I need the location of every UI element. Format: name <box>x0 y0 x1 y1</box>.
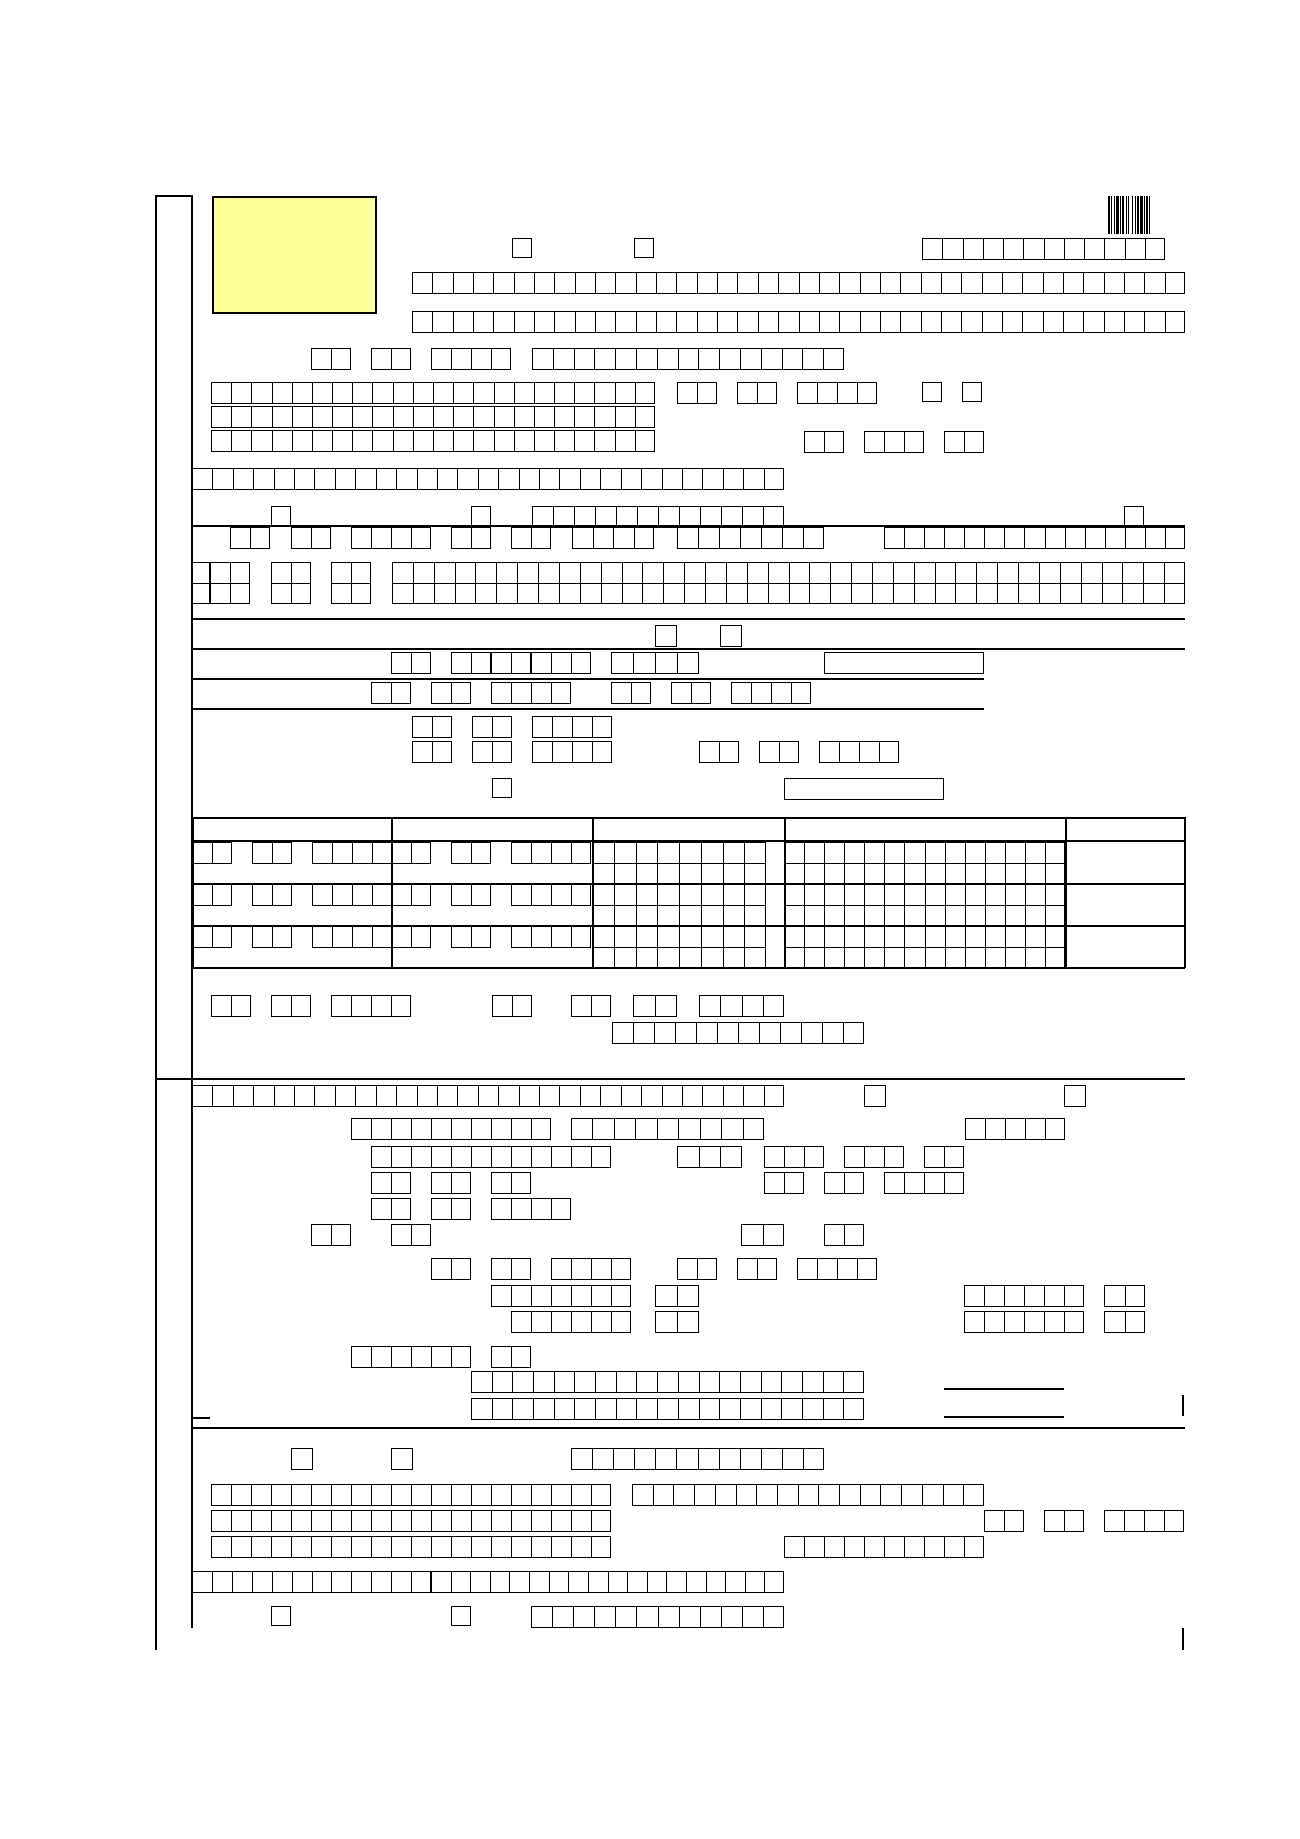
bottom-address-3[interactable] <box>211 1510 611 1532</box>
lower-date-month-field[interactable] <box>431 1198 471 1220</box>
frame-tick <box>155 1395 157 1416</box>
lower-checkbox-1[interactable] <box>864 1085 886 1107</box>
validity-to-month-field[interactable] <box>671 682 711 704</box>
birth-month-field[interactable] <box>371 348 411 370</box>
section-divider-major <box>155 1078 1185 1080</box>
bottom-code-field[interactable] <box>784 1536 984 1558</box>
row1-to-year-field[interactable] <box>511 842 591 864</box>
row1-amount-grid[interactable] <box>784 842 1065 884</box>
lower-field-28[interactable] <box>491 1346 531 1368</box>
bottom-address-2[interactable] <box>632 1484 984 1506</box>
row3-from-day-field[interactable] <box>192 926 232 948</box>
lower-field-7[interactable] <box>844 1146 904 1168</box>
validity-to-year-field[interactable] <box>731 682 811 704</box>
row3-code-grid[interactable] <box>592 926 766 968</box>
validity-to-day-field[interactable] <box>611 682 651 704</box>
event-2-month-field[interactable] <box>472 741 512 763</box>
bottom-checkbox-1[interactable] <box>291 1448 313 1470</box>
code-field-c[interactable] <box>944 431 984 453</box>
sub-field-3[interactable] <box>351 527 431 549</box>
row3-from-month-field[interactable] <box>252 926 292 948</box>
frame-left-lower-line <box>155 1418 157 1650</box>
short-tick <box>192 1417 210 1419</box>
lower-field-26[interactable] <box>1104 1311 1145 1333</box>
period-field-c[interactable] <box>611 652 699 674</box>
lower-field-24[interactable] <box>655 1311 699 1333</box>
lower-date-3-day-field[interactable] <box>677 1258 717 1280</box>
place-code-field[interactable] <box>492 995 532 1017</box>
lower-field-13[interactable] <box>824 1172 864 1194</box>
row3-to-month-field[interactable] <box>451 926 491 948</box>
address-field-line-2[interactable] <box>211 406 655 428</box>
lower-checkbox-2[interactable] <box>1064 1085 1086 1107</box>
birth-year-field[interactable] <box>431 348 511 370</box>
reference-number-field[interactable] <box>922 238 1165 260</box>
flag-checkbox-3[interactable] <box>1124 506 1144 526</box>
bottom-checkbox-3[interactable] <box>271 1606 291 1626</box>
issue-day-field[interactable] <box>677 382 717 404</box>
validity-from-year-field[interactable] <box>491 682 571 704</box>
lower-field-29[interactable] <box>471 1371 864 1393</box>
table-top-line <box>192 817 1185 819</box>
signature-day-field[interactable] <box>211 995 251 1017</box>
frame-left-line <box>155 195 157 1418</box>
barcode-icon <box>1108 196 1200 234</box>
matrix-field-long[interactable] <box>392 562 1185 604</box>
period-field-b[interactable] <box>551 652 591 674</box>
lower-field-10[interactable] <box>431 1172 471 1194</box>
lower-field-15[interactable] <box>311 1224 351 1246</box>
lower-field-22[interactable] <box>1104 1285 1145 1307</box>
address-field-line-1[interactable] <box>211 382 655 404</box>
bottom-date-year-field[interactable] <box>1104 1510 1184 1532</box>
row2-code-grid[interactable] <box>592 884 766 926</box>
period-field-a[interactable] <box>491 652 531 674</box>
lower-field-18[interactable] <box>824 1224 864 1246</box>
yes-checkbox[interactable] <box>655 625 677 647</box>
option-checkbox-a[interactable] <box>922 382 942 402</box>
row1-to-day-field[interactable] <box>391 842 431 864</box>
name-field-line-2[interactable] <box>412 311 1185 333</box>
sub-field-4[interactable] <box>451 527 491 549</box>
sub-field-6[interactable] <box>572 527 654 549</box>
bottom-date-day-field[interactable] <box>984 1510 1024 1532</box>
lower-date-2-day-field[interactable] <box>431 1258 471 1280</box>
row1-code-grid[interactable] <box>592 842 766 884</box>
sig-field-b[interactable] <box>633 995 677 1017</box>
place-field[interactable] <box>532 348 844 370</box>
issue-year-field[interactable] <box>797 382 877 404</box>
row2-from-year-field[interactable] <box>312 884 392 906</box>
event-1-day-field[interactable] <box>412 716 452 738</box>
lower-field-25[interactable] <box>964 1311 1084 1333</box>
lower-field-4[interactable] <box>371 1146 611 1168</box>
code-field-a[interactable] <box>804 431 844 453</box>
lower-field-5[interactable] <box>677 1146 742 1168</box>
bottom-date-month-field[interactable] <box>1044 1510 1084 1532</box>
bottom-field-a[interactable] <box>192 1571 431 1593</box>
lower-field-8[interactable] <box>924 1146 964 1168</box>
section-divider <box>192 648 1185 650</box>
lower-field-1[interactable] <box>351 1118 551 1140</box>
type-checkbox-2[interactable] <box>634 238 654 258</box>
lower-field-3[interactable] <box>965 1118 1065 1140</box>
section-divider <box>192 678 984 680</box>
lower-date-year-field[interactable] <box>491 1198 571 1220</box>
lower-date-2-year-field[interactable] <box>551 1258 631 1280</box>
event-3-year-field[interactable] <box>819 741 899 763</box>
lower-field-14[interactable] <box>884 1172 964 1194</box>
lower-date-2-month-field[interactable] <box>491 1258 531 1280</box>
lower-field-20[interactable] <box>655 1285 699 1307</box>
sub-field-8[interactable] <box>884 527 1185 549</box>
section-divider <box>192 618 1185 620</box>
lower-field-23[interactable] <box>511 1311 631 1333</box>
row3-to-day-field[interactable] <box>391 926 431 948</box>
flag-checkbox-2[interactable] <box>471 506 491 526</box>
sig-field-a[interactable] <box>571 995 611 1017</box>
code-field-b[interactable] <box>864 431 924 453</box>
bottom-checkbox-4[interactable] <box>451 1606 471 1626</box>
sub-field-5[interactable] <box>511 527 551 549</box>
lower-identifier-field[interactable] <box>192 1085 784 1107</box>
bottom-ref-field[interactable] <box>571 1448 824 1470</box>
event-2-year-field[interactable] <box>532 741 612 763</box>
sub-field-2[interactable] <box>291 527 331 549</box>
birth-day-field[interactable] <box>311 348 351 370</box>
lower-field-2[interactable] <box>571 1118 764 1140</box>
row1-from-year-field[interactable] <box>312 842 392 864</box>
lower-field-12[interactable] <box>764 1172 804 1194</box>
section-divider-major <box>192 1427 1185 1429</box>
lower-field-21[interactable] <box>964 1285 1084 1307</box>
option-checkbox-b[interactable] <box>962 382 982 402</box>
amount-field[interactable] <box>824 652 984 674</box>
matrix-field-1[interactable] <box>210 562 250 604</box>
lower-field-30[interactable] <box>471 1398 864 1420</box>
signature-line <box>944 1388 1064 1390</box>
table-column-line <box>1065 817 1067 968</box>
event-1-year-field[interactable] <box>532 716 612 738</box>
bottom-field-b[interactable] <box>431 1571 784 1593</box>
row3-to-year-field[interactable] <box>511 926 591 948</box>
signature-month-field[interactable] <box>271 995 311 1017</box>
lower-field-6[interactable] <box>764 1146 824 1168</box>
name-field-line-1[interactable] <box>412 272 1185 294</box>
row1-from-day-field[interactable] <box>192 842 232 864</box>
row2-to-month-field[interactable] <box>451 884 491 906</box>
validity-from-day-field[interactable] <box>371 682 411 704</box>
table-column-line <box>1184 817 1186 968</box>
row1-from-month-field[interactable] <box>252 842 292 864</box>
row2-to-day-field[interactable] <box>391 884 431 906</box>
bottom-address-4[interactable] <box>211 1536 611 1558</box>
bottom-checkbox-2[interactable] <box>391 1448 413 1470</box>
signature-line <box>944 1416 1064 1418</box>
flag-checkbox-1[interactable] <box>271 506 291 526</box>
sub-field-7[interactable] <box>677 527 824 549</box>
sub-field-1[interactable] <box>230 527 270 549</box>
row2-from-day-field[interactable] <box>192 884 232 906</box>
matrix-field-0[interactable] <box>192 562 210 604</box>
total-field[interactable] <box>784 778 944 800</box>
frame-tick <box>1182 1628 1184 1650</box>
section-divider <box>192 708 984 710</box>
event-1-month-field[interactable] <box>472 716 512 738</box>
event-2-day-field[interactable] <box>412 741 452 763</box>
frame-tick <box>1182 1395 1184 1416</box>
lower-field-11[interactable] <box>491 1172 531 1194</box>
no-checkbox[interactable] <box>720 625 742 647</box>
lower-field-9[interactable] <box>371 1172 411 1194</box>
bottom-id-field[interactable] <box>531 1606 784 1628</box>
event-3-day-field[interactable] <box>699 741 739 763</box>
row3-amount-grid[interactable] <box>784 926 1065 968</box>
lower-date-3-month-field[interactable] <box>737 1258 777 1280</box>
lower-date-3-year-field[interactable] <box>797 1258 877 1280</box>
type-checkbox-1[interactable] <box>512 238 532 258</box>
lower-field-17[interactable] <box>741 1224 784 1246</box>
signature-name-field[interactable] <box>612 1022 864 1044</box>
period-start-day-field[interactable] <box>391 652 431 674</box>
matrix-field-2[interactable] <box>271 562 311 604</box>
period-start-month-field[interactable] <box>451 652 491 674</box>
lower-field-19[interactable] <box>491 1285 631 1307</box>
issue-month-field[interactable] <box>737 382 777 404</box>
lower-date-day-field[interactable] <box>371 1198 411 1220</box>
row2-from-month-field[interactable] <box>252 884 292 906</box>
validity-from-month-field[interactable] <box>431 682 471 704</box>
sig-field-c[interactable] <box>699 995 784 1017</box>
row2-amount-grid[interactable] <box>784 884 1065 926</box>
lower-field-16[interactable] <box>391 1224 431 1246</box>
event-3-month-field[interactable] <box>759 741 799 763</box>
photo-placeholder <box>212 196 377 314</box>
frame-top-line <box>155 195 193 197</box>
row3-from-year-field[interactable] <box>312 926 392 948</box>
confirm-checkbox[interactable] <box>492 778 512 798</box>
bottom-address-1[interactable] <box>211 1484 611 1506</box>
row2-to-year-field[interactable] <box>511 884 591 906</box>
signature-year-field[interactable] <box>331 995 411 1017</box>
address-field-line-3[interactable] <box>211 430 655 452</box>
lower-field-27[interactable] <box>351 1346 471 1368</box>
matrix-field-3[interactable] <box>331 562 371 604</box>
row1-to-month-field[interactable] <box>451 842 491 864</box>
identifier-field[interactable] <box>192 468 784 490</box>
